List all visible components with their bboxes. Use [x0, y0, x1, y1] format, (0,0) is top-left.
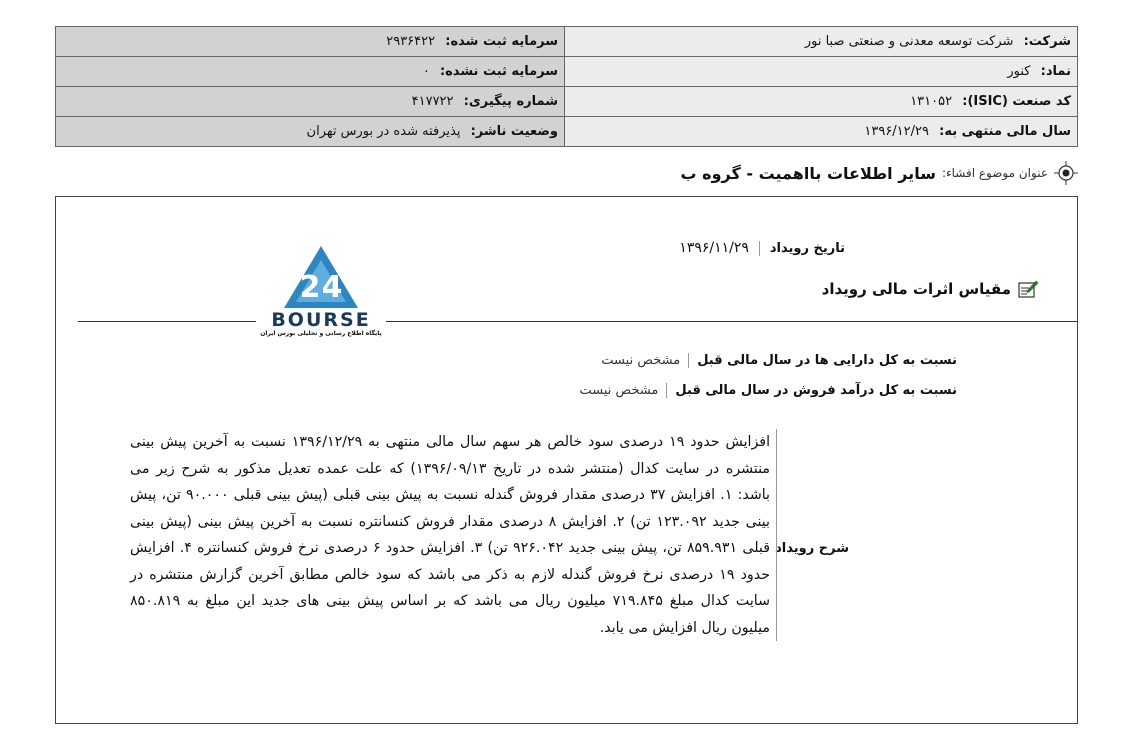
disclosure-frame	[55, 196, 1078, 724]
unregistered-capital-cell	[56, 57, 565, 87]
publisher-status-cell	[56, 117, 565, 147]
tracking-label: شماره پیگیری:	[463, 94, 558, 109]
tracking-cell	[56, 87, 565, 117]
registered-capital-label: سرمایه ثبت شده:	[445, 34, 558, 49]
registered-capital-cell	[56, 27, 565, 57]
tracking-value: ۴۱۷۷۲۲	[411, 94, 454, 109]
symbol-label: نماد:	[1040, 64, 1071, 79]
topic-value: سایر اطلاعات بااهمیت - گروه ب	[680, 163, 936, 183]
financial-impact-title	[822, 279, 1039, 299]
sales-ratio-value: مشخص نیست	[579, 383, 659, 398]
financial-impact-title-text: مقیاس اثرات مالی رویداد	[821, 280, 1011, 298]
logo-tagline: پایگاه اطلاع رسانی و تحلیلی بورس ایران	[260, 330, 382, 337]
info-row	[56, 87, 1078, 117]
isic-value: ۱۳۱۰۵۲	[910, 94, 953, 109]
publisher-status-label: وضعیت ناشر:	[470, 124, 558, 139]
logo-text: BOURSE	[271, 309, 371, 330]
info-row	[56, 27, 1078, 57]
event-date-row	[679, 240, 845, 256]
event-date-label: تاریخ رویداد	[759, 241, 845, 256]
bourse-logo	[256, 242, 386, 342]
assets-ratio-value: مشخص نیست	[601, 353, 681, 368]
event-description-label: شرح رویداد	[775, 541, 849, 556]
company-cell	[565, 27, 1078, 57]
isic-label: کد صنعت (ISIC):	[962, 94, 1071, 109]
company-label: شرکت:	[1023, 34, 1071, 49]
fiscal-cell	[565, 117, 1078, 147]
company-info-table	[55, 26, 1078, 147]
isic-cell	[565, 87, 1078, 117]
target-icon	[1054, 161, 1078, 185]
unregistered-capital-label: سرمایه ثبت نشده:	[439, 64, 558, 79]
publisher-status-value: پذیرفته شده در بورس تهران	[306, 124, 461, 139]
info-row	[56, 57, 1078, 87]
unregistered-capital-value: ۰	[422, 64, 430, 79]
event-description-text: افزایش حدود ۱۹ درصدی سود خالص هر سهم سال مالی منتهی به ۱۳۹۶/۱۲/۲۹ نسبت به آخرین پیش بینی منتشره در سایت کدال (منتشر شده در تاریخ ۱۳۹۶/۰۹/۱۳) که علت عمده تعدیل مذکور به شرح زیر می باشد: ۱. افزایش ۳۷ درصدی مقدار فروش گندله نسبت به پیش بینی قبلی (پیش بینی قبلی ۹۰.۰۰۰ تن، پیش بینی جدید ۱۲۳.۰۹۲ تن) ۲. افزایش ۸ درصدی مقدار فروش کنسانتره نسبت به آخرین پیش بینی (پیش بینی قبلی ۸۵۹.۹۳۱ تن، پیش بینی جدید ۹۲۶.۰۴۲ تن) ۳. افزایش حدود ۶ درصدی نرخ فروش کنسانتره ۴. افزایش حدود ۱۹ درصدی نرخ فروش گندله لازم به ذکر می باشد که سود خالص مطابق آخرین گزارش منتشره در سایت کدال مبلغ ۷۱۹.۸۴۵ میلیون ریال می باشد که بر اساس پیش بینی های جدید این مبلغ به ۸۵۰.۸۱۹ میلیون ریال افزایش می یابد.	[130, 429, 777, 641]
svg-text:2: 2	[299, 270, 321, 305]
registered-capital-value: ۲۹۳۶۴۲۲	[386, 34, 436, 49]
fiscal-value: ۱۳۹۶/۱۲/۲۹	[864, 124, 929, 139]
sales-ratio-row	[579, 383, 957, 398]
edit-note-icon	[1017, 279, 1039, 299]
fiscal-label: سال مالی منتهی به:	[939, 124, 1071, 139]
divider	[78, 321, 1077, 322]
info-row	[56, 117, 1078, 147]
svg-text:4: 4	[321, 270, 343, 305]
assets-ratio-label: نسبت به کل دارایی ها در سال مالی قبل	[688, 353, 957, 368]
disclosure-topic	[681, 160, 1079, 186]
company-value: شرکت توسعه معدنی و صنعتی صبا نور	[804, 34, 1014, 49]
symbol-cell	[565, 57, 1078, 87]
assets-ratio-row	[601, 353, 957, 368]
event-date-value: ۱۳۹۶/۱۱/۲۹	[679, 240, 749, 256]
sales-ratio-label: نسبت به کل درآمد فروش در سال مالی قبل	[666, 383, 957, 398]
symbol-value: کنور	[1007, 64, 1031, 79]
topic-label: عنوان موضوع افشاء:	[941, 166, 1048, 180]
